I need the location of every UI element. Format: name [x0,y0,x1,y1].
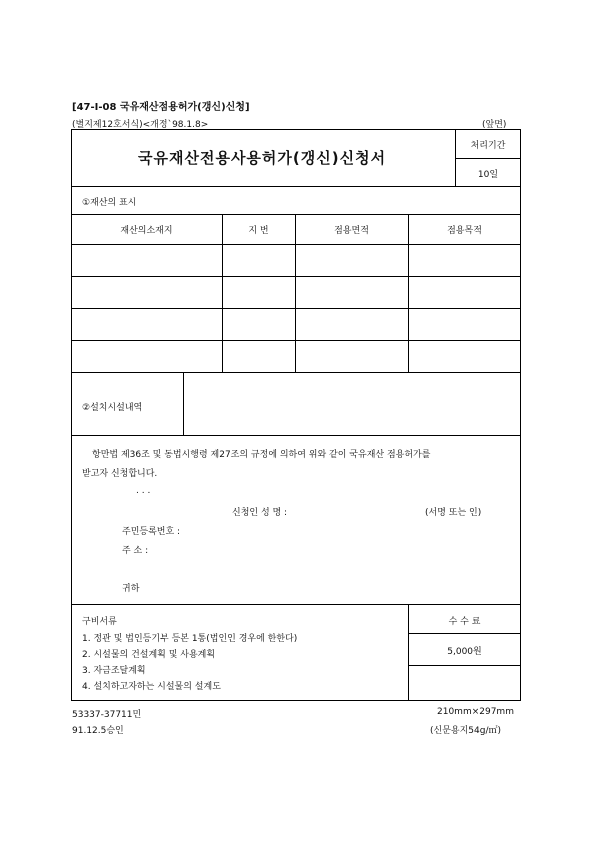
form-code-title: [47-Ⅰ-08 국유재산점용허가(갱신)신청] [72,102,250,113]
paper-type: (신문용지54g/㎡) [430,726,501,736]
divider [71,435,521,436]
paper-size: 210mm×297mm [437,707,514,717]
fee-label: 수 수 료 [448,617,481,627]
required-docs-label: 구비서류 [82,617,117,627]
section-property-label: ①재산의 표시 [82,198,137,208]
column-header-occupied-area: 점용면적 [334,226,369,236]
divider [183,372,184,435]
recipient-label: 귀하 [122,584,140,594]
resident-number-label: 주민등록번호 : [122,527,181,537]
column-header-lot-number: 지 번 [248,226,269,236]
form-title: 국유재산전용사용허가(갱신)신청서 [138,149,387,167]
required-doc-item: 1. 정관 및 법인등기부 등본 1통(법인인 경우에 한한다) [82,634,298,644]
address-label: 주 소 : [122,546,149,556]
processing-period-label: 처리기간 [470,141,506,151]
fee-value: 5,000원 [447,647,482,657]
table-row [71,244,521,245]
table-row [71,276,521,277]
divider [71,186,521,187]
divider [71,214,521,215]
table-row [71,308,521,309]
section-facility-label: ②설치시설내역 [82,403,143,413]
column-header-location: 재산의소재지 [120,226,173,236]
page-side-label: (앞면) [482,120,507,130]
divider [71,372,521,373]
date-line: . . . [136,486,151,496]
form-number: 53337-37711민 [72,710,142,720]
divider [222,214,223,372]
applicant-name-label: 신청인 성 명 : [232,508,288,518]
declaration-text-line1: 항만법 제36조 및 동법시행령 제27조의 규정에 의하여 위와 같이 국유재산 점용허가를 [92,450,431,460]
divider [71,604,521,605]
divider [295,214,296,372]
divider [408,633,521,634]
required-doc-item: 4. 설치하고자하는 시설물의 설계도 [82,682,221,692]
divider [408,214,409,372]
signature-label: (서명 또는 인) [425,508,482,518]
required-doc-item: 2. 시설물의 건설계획 및 사용계획 [82,650,216,660]
divider [408,665,521,666]
table-row [71,340,521,341]
declaration-text-line2: 받고자 신청합니다. [82,469,158,479]
required-doc-item: 3. 자금조달계획 [82,666,146,676]
form-reference: (별지제12호서식)<개정`98.1.8> [72,120,209,130]
column-header-purpose: 점용목적 [447,226,482,236]
divider [455,158,521,159]
processing-period-value: 10일 [477,170,499,180]
approval-date: 91.12.5승인 [72,726,124,736]
